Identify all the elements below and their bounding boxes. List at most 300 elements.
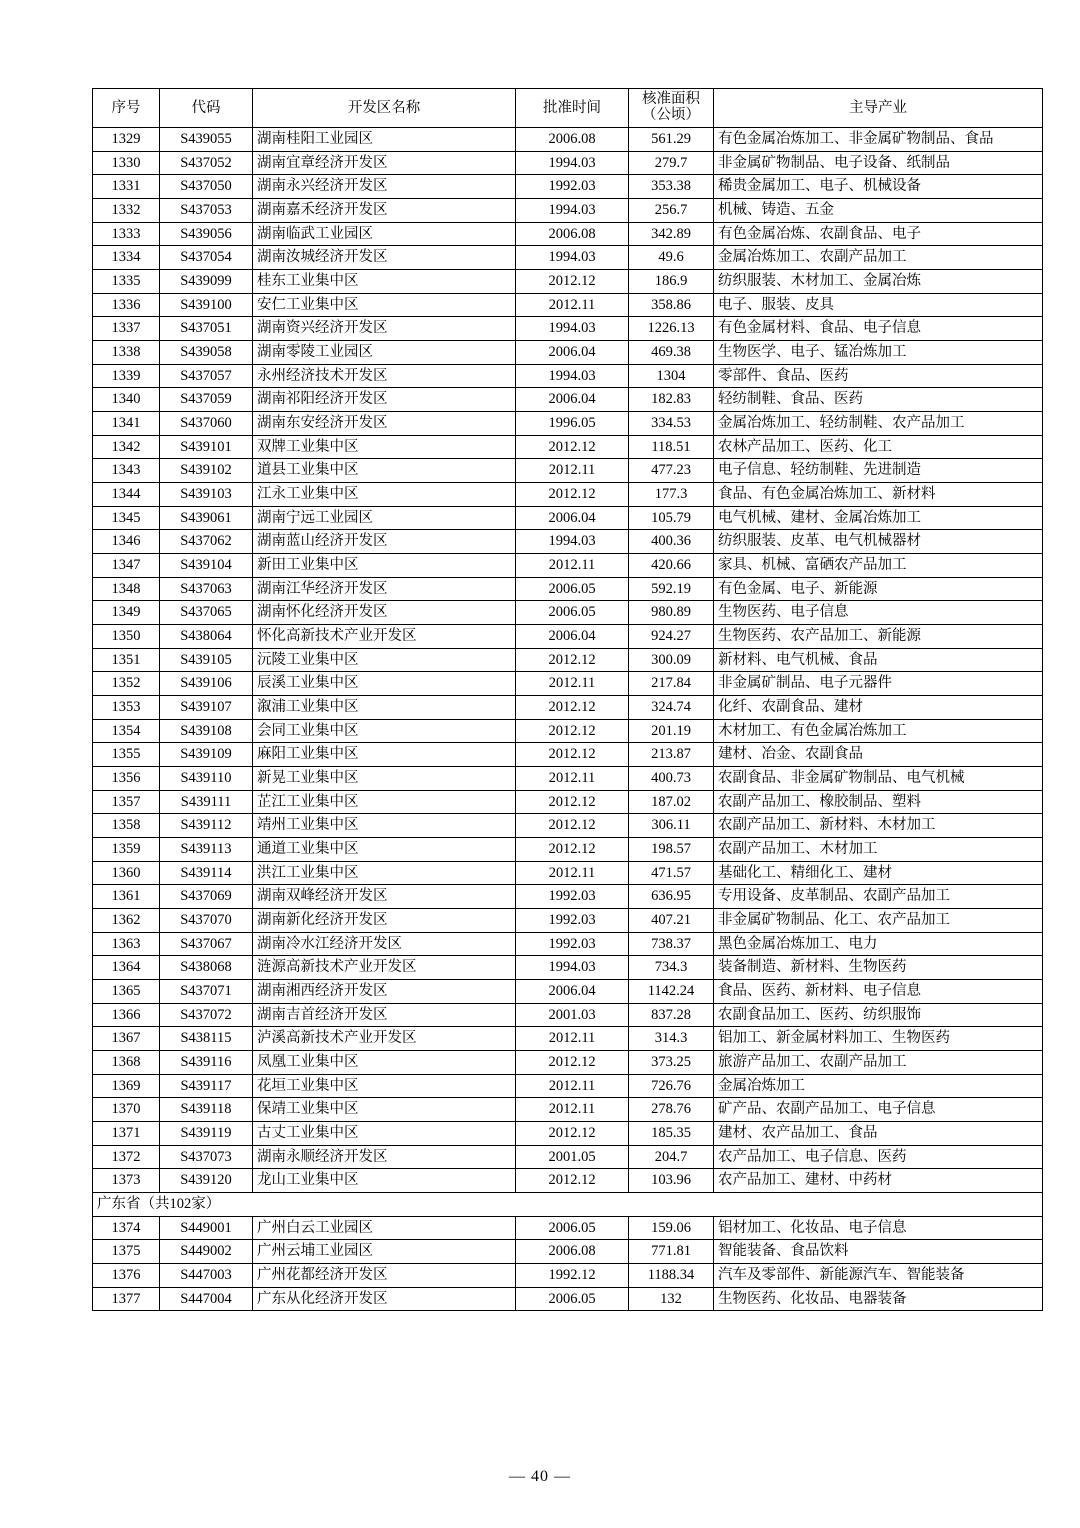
table-row: [93, 719, 1043, 743]
cell-no: 1369: [93, 1074, 160, 1098]
cell-name: 广州花都经济开发区: [253, 1264, 516, 1288]
cell-no: 1339: [93, 364, 160, 388]
table-row: [93, 672, 1043, 696]
cell-date: 2001.05: [516, 1145, 629, 1169]
cell-area: 353.38: [629, 175, 714, 199]
cell-date: 2012.11: [516, 1027, 629, 1051]
cell-area: 636.95: [629, 885, 714, 909]
cell-name: 湖南蓝山经济开发区: [253, 530, 516, 554]
cell-area: 201.19: [629, 719, 714, 743]
cell-code: S437065: [160, 601, 253, 625]
cell-date: 2012.11: [516, 672, 629, 696]
cell-area: 407.21: [629, 909, 714, 933]
cell-name: 龙山工业集中区: [253, 1169, 516, 1193]
cell-date: 2012.11: [516, 1098, 629, 1122]
cell-no: 1371: [93, 1122, 160, 1146]
cell-industry: 金属冶炼加工、农副产品加工: [714, 246, 1043, 270]
cell-name: 泸溪高新技术产业开发区: [253, 1027, 516, 1051]
cell-no: 1361: [93, 885, 160, 909]
cell-code: S437052: [160, 151, 253, 175]
cell-no: 1376: [93, 1264, 160, 1288]
cell-no: 1338: [93, 340, 160, 364]
table-row: [93, 861, 1043, 885]
cell-code: S449002: [160, 1240, 253, 1264]
cell-area: 118.51: [629, 435, 714, 459]
cell-area: 738.37: [629, 932, 714, 956]
cell-code: S438068: [160, 956, 253, 980]
cell-no: 1342: [93, 435, 160, 459]
cell-industry: 化纤、农副食品、建材: [714, 696, 1043, 720]
cell-name: 湖南冷水江经济开发区: [253, 932, 516, 956]
cell-industry: 食品、有色金属冶炼加工、新材料: [714, 482, 1043, 506]
cell-industry: 农副产品加工、木材加工: [714, 838, 1043, 862]
cell-no: 1343: [93, 459, 160, 483]
cell-code: S439117: [160, 1074, 253, 1098]
cell-name: 江永工业集中区: [253, 482, 516, 506]
cell-area: 279.7: [629, 151, 714, 175]
cell-area: 771.81: [629, 1240, 714, 1264]
table-header-row: [93, 89, 1043, 128]
cell-industry: 非金属矿物制品、化工、农产品加工: [714, 909, 1043, 933]
cell-name: 麻阳工业集中区: [253, 743, 516, 767]
table-row: [93, 1145, 1043, 1169]
cell-area: 477.23: [629, 459, 714, 483]
cell-industry: 生物医药、电子信息: [714, 601, 1043, 625]
cell-code: S439114: [160, 861, 253, 885]
table-row: [93, 317, 1043, 341]
cell-date: 2012.12: [516, 269, 629, 293]
cell-date: 2006.05: [516, 1216, 629, 1240]
cell-industry: 农副产品加工、橡胶制品、塑料: [714, 790, 1043, 814]
table-section-row: [93, 1193, 1043, 1217]
cell-no: 1349: [93, 601, 160, 625]
cell-date: 2006.04: [516, 388, 629, 412]
cell-date: 2012.12: [516, 696, 629, 720]
cell-no: 1341: [93, 411, 160, 435]
cell-code: S437073: [160, 1145, 253, 1169]
cell-industry: 农副食品、非金属矿物制品、电气机械: [714, 767, 1043, 791]
development-zone-table: [92, 88, 1043, 1311]
cell-code: S437069: [160, 885, 253, 909]
table-row: [93, 1051, 1043, 1075]
cell-industry: 电气机械、建材、金属冶炼加工: [714, 506, 1043, 530]
table-row: [93, 767, 1043, 791]
cell-code: S437070: [160, 909, 253, 933]
cell-no: 1362: [93, 909, 160, 933]
cell-name: 桂东工业集中区: [253, 269, 516, 293]
cell-date: 1994.03: [516, 317, 629, 341]
cell-date: 2012.12: [516, 838, 629, 862]
cell-industry: 木材加工、有色金属冶炼加工: [714, 719, 1043, 743]
cell-no: 1356: [93, 767, 160, 791]
column-header-no: 序号: [93, 89, 160, 128]
cell-name: 通道工业集中区: [253, 838, 516, 862]
cell-code: S438064: [160, 624, 253, 648]
cell-date: 1994.03: [516, 364, 629, 388]
cell-area: 734.3: [629, 956, 714, 980]
cell-industry: 非金属矿制品、电子元器件: [714, 672, 1043, 696]
cell-name: 广州白云工业园区: [253, 1216, 516, 1240]
cell-name: 湖南宜章经济开发区: [253, 151, 516, 175]
cell-code: S439061: [160, 506, 253, 530]
table-row: [93, 364, 1043, 388]
cell-code: S437072: [160, 1003, 253, 1027]
table-row: [93, 932, 1043, 956]
table-row: [93, 885, 1043, 909]
table-row: [93, 1264, 1043, 1288]
cell-date: 2006.08: [516, 127, 629, 151]
cell-industry: 农产品加工、建材、中药材: [714, 1169, 1043, 1193]
cell-industry: 农副产品加工、新材料、木材加工: [714, 814, 1043, 838]
cell-name: 会同工业集中区: [253, 719, 516, 743]
cell-date: 2012.12: [516, 1122, 629, 1146]
table-row: [93, 1287, 1043, 1311]
cell-code: S439120: [160, 1169, 253, 1193]
cell-no: 1329: [93, 127, 160, 151]
table-row: [93, 1098, 1043, 1122]
cell-code: S447003: [160, 1264, 253, 1288]
table-row: [93, 648, 1043, 672]
cell-name: 湖南新化经济开发区: [253, 909, 516, 933]
table-row: [93, 269, 1043, 293]
cell-code: S439100: [160, 293, 253, 317]
table-row: [93, 411, 1043, 435]
cell-code: S437053: [160, 198, 253, 222]
cell-date: 2006.08: [516, 222, 629, 246]
cell-code: S437067: [160, 932, 253, 956]
cell-area: 1142.24: [629, 980, 714, 1004]
cell-date: 2012.12: [516, 435, 629, 459]
cell-code: S439107: [160, 696, 253, 720]
cell-no: 1337: [93, 317, 160, 341]
column-header-area-line1: 核准面积: [642, 91, 700, 107]
cell-code: S439113: [160, 838, 253, 862]
table-row: [93, 246, 1043, 270]
cell-industry: 旅游产品加工、农副产品加工: [714, 1051, 1043, 1075]
table-row: [93, 1122, 1043, 1146]
cell-no: 1348: [93, 577, 160, 601]
cell-no: 1364: [93, 956, 160, 980]
cell-area: 177.3: [629, 482, 714, 506]
cell-name: 新田工业集中区: [253, 553, 516, 577]
table-row: [93, 293, 1043, 317]
cell-industry: 稀贵金属加工、电子、机械设备: [714, 175, 1043, 199]
cell-code: S439056: [160, 222, 253, 246]
cell-date: 2012.12: [516, 814, 629, 838]
cell-industry: 纺织服装、皮革、电气机械器材: [714, 530, 1043, 554]
cell-industry: 生物医药、化妆品、电器装备: [714, 1287, 1043, 1311]
cell-no: 1368: [93, 1051, 160, 1075]
cell-area: 204.7: [629, 1145, 714, 1169]
cell-name: 溆浦工业集中区: [253, 696, 516, 720]
cell-area: 469.38: [629, 340, 714, 364]
cell-code: S439101: [160, 435, 253, 459]
table-row: [93, 151, 1043, 175]
cell-no: 1353: [93, 696, 160, 720]
cell-industry: 农产品加工、电子信息、医药: [714, 1145, 1043, 1169]
cell-industry: 生物医学、电子、锰冶炼加工: [714, 340, 1043, 364]
table-row: [93, 624, 1043, 648]
cell-industry: 装备制造、新材料、生物医药: [714, 956, 1043, 980]
cell-industry: 有色金属冶炼加工、非金属矿物制品、食品: [714, 127, 1043, 151]
cell-area: 358.86: [629, 293, 714, 317]
cell-name: 湖南江华经济开发区: [253, 577, 516, 601]
column-header-industry: 主导产业: [714, 89, 1043, 128]
cell-code: S437071: [160, 980, 253, 1004]
cell-code: S439105: [160, 648, 253, 672]
cell-no: 1373: [93, 1169, 160, 1193]
cell-area: 726.76: [629, 1074, 714, 1098]
table-body: [93, 127, 1043, 1311]
cell-no: 1332: [93, 198, 160, 222]
cell-date: 1992.03: [516, 932, 629, 956]
cell-area: 373.25: [629, 1051, 714, 1075]
cell-name: 凤凰工业集中区: [253, 1051, 516, 1075]
cell-code: S437059: [160, 388, 253, 412]
cell-date: 2012.11: [516, 553, 629, 577]
cell-name: 湖南桂阳工业园区: [253, 127, 516, 151]
cell-industry: 新材料、电气机械、食品: [714, 648, 1043, 672]
cell-date: 2012.12: [516, 648, 629, 672]
cell-code: S437050: [160, 175, 253, 199]
cell-date: 2006.05: [516, 577, 629, 601]
cell-date: 2012.11: [516, 1074, 629, 1098]
table-row: [93, 482, 1043, 506]
cell-area: 471.57: [629, 861, 714, 885]
cell-date: 2012.11: [516, 767, 629, 791]
cell-area: 182.83: [629, 388, 714, 412]
table-row: [93, 601, 1043, 625]
table-row: [93, 1074, 1043, 1098]
cell-industry: 农林产品加工、医药、化工: [714, 435, 1043, 459]
cell-industry: 食品、医药、新材料、电子信息: [714, 980, 1043, 1004]
cell-industry: 生物医药、农产品加工、新能源: [714, 624, 1043, 648]
cell-no: 1366: [93, 1003, 160, 1027]
cell-no: 1345: [93, 506, 160, 530]
cell-no: 1372: [93, 1145, 160, 1169]
table-row: [93, 838, 1043, 862]
cell-area: 1226.13: [629, 317, 714, 341]
cell-name: 道县工业集中区: [253, 459, 516, 483]
cell-name: 古丈工业集中区: [253, 1122, 516, 1146]
table-header: [93, 89, 1043, 128]
cell-code: S439106: [160, 672, 253, 696]
cell-date: 2006.04: [516, 340, 629, 364]
table-row: [93, 956, 1043, 980]
cell-date: 2001.03: [516, 1003, 629, 1027]
cell-date: 1992.03: [516, 885, 629, 909]
cell-name: 湖南嘉禾经济开发区: [253, 198, 516, 222]
column-header-code: 代码: [160, 89, 253, 128]
cell-area: 306.11: [629, 814, 714, 838]
cell-no: 1331: [93, 175, 160, 199]
cell-no: 1334: [93, 246, 160, 270]
cell-area: 314.3: [629, 1027, 714, 1051]
table-row: [93, 577, 1043, 601]
table-row: [93, 909, 1043, 933]
cell-date: 2012.12: [516, 790, 629, 814]
cell-industry: 零部件、食品、医药: [714, 364, 1043, 388]
column-header-name: 开发区名称: [253, 89, 516, 128]
cell-industry: 建材、农产品加工、食品: [714, 1122, 1043, 1146]
cell-no: 1358: [93, 814, 160, 838]
table-row: [93, 340, 1043, 364]
table-row: [93, 1240, 1043, 1264]
cell-code: S437062: [160, 530, 253, 554]
cell-area: 159.06: [629, 1216, 714, 1240]
cell-area: 187.02: [629, 790, 714, 814]
cell-date: 1994.03: [516, 530, 629, 554]
column-header-date: 批准时间: [516, 89, 629, 128]
cell-name: 湖南零陵工业园区: [253, 340, 516, 364]
cell-date: 2012.12: [516, 719, 629, 743]
table-row: [93, 1027, 1043, 1051]
cell-date: 2012.12: [516, 1051, 629, 1075]
cell-name: 湖南吉首经济开发区: [253, 1003, 516, 1027]
cell-name: 洪江工业集中区: [253, 861, 516, 885]
cell-code: S439055: [160, 127, 253, 151]
table-row: [93, 814, 1043, 838]
cell-name: 广州云埔工业园区: [253, 1240, 516, 1264]
cell-area: 1188.34: [629, 1264, 714, 1288]
cell-code: S439119: [160, 1122, 253, 1146]
cell-date: 1992.03: [516, 909, 629, 933]
cell-area: 105.79: [629, 506, 714, 530]
cell-industry: 金属冶炼加工: [714, 1074, 1043, 1098]
cell-industry: 铝材加工、化妆品、电子信息: [714, 1216, 1043, 1240]
cell-name: 湖南祁阳经济开发区: [253, 388, 516, 412]
cell-date: 2012.12: [516, 1169, 629, 1193]
cell-area: 186.9: [629, 269, 714, 293]
cell-no: 1352: [93, 672, 160, 696]
cell-date: 2006.04: [516, 624, 629, 648]
cell-name: 湖南永顺经济开发区: [253, 1145, 516, 1169]
cell-code: S439109: [160, 743, 253, 767]
cell-area: 256.7: [629, 198, 714, 222]
cell-name: 怀化高新技术产业开发区: [253, 624, 516, 648]
cell-date: 2012.12: [516, 743, 629, 767]
cell-code: S439103: [160, 482, 253, 506]
cell-name: 永州经济技术开发区: [253, 364, 516, 388]
table-row: [93, 198, 1043, 222]
cell-area: 185.35: [629, 1122, 714, 1146]
cell-industry: 基础化工、精细化工、建材: [714, 861, 1043, 885]
table-row: [93, 175, 1043, 199]
cell-name: 湖南东安经济开发区: [253, 411, 516, 435]
cell-industry: 黑色金属冶炼加工、电力: [714, 932, 1043, 956]
cell-name: 广东从化经济开发区: [253, 1287, 516, 1311]
cell-no: 1355: [93, 743, 160, 767]
cell-date: 1994.03: [516, 198, 629, 222]
table-row: [93, 506, 1043, 530]
cell-date: 1994.03: [516, 151, 629, 175]
cell-no: 1330: [93, 151, 160, 175]
cell-date: 2012.11: [516, 459, 629, 483]
cell-area: 217.84: [629, 672, 714, 696]
table-row: [93, 388, 1043, 412]
table-row: [93, 1003, 1043, 1027]
cell-industry: 汽车及零部件、新能源汽车、智能装备: [714, 1264, 1043, 1288]
cell-name: 安仁工业集中区: [253, 293, 516, 317]
cell-area: 49.6: [629, 246, 714, 270]
cell-code: S439104: [160, 553, 253, 577]
cell-industry: 有色金属、电子、新能源: [714, 577, 1043, 601]
cell-no: 1333: [93, 222, 160, 246]
section-title: 广东省（共102家）: [93, 1193, 1043, 1217]
cell-industry: 机械、铸造、五金: [714, 198, 1043, 222]
cell-code: S437060: [160, 411, 253, 435]
cell-area: 400.73: [629, 767, 714, 791]
cell-name: 靖州工业集中区: [253, 814, 516, 838]
cell-code: S439118: [160, 1098, 253, 1122]
cell-industry: 有色金属冶炼、农副食品、电子: [714, 222, 1043, 246]
cell-date: 2006.08: [516, 1240, 629, 1264]
cell-code: S439099: [160, 269, 253, 293]
cell-date: 1994.03: [516, 246, 629, 270]
cell-area: 300.09: [629, 648, 714, 672]
cell-no: 1346: [93, 530, 160, 554]
cell-no: 1347: [93, 553, 160, 577]
table-row: [93, 743, 1043, 767]
cell-code: S438115: [160, 1027, 253, 1051]
cell-area: 420.66: [629, 553, 714, 577]
cell-no: 1351: [93, 648, 160, 672]
cell-industry: 电子、服装、皮具: [714, 293, 1043, 317]
cell-no: 1360: [93, 861, 160, 885]
cell-no: 1363: [93, 932, 160, 956]
cell-name: 辰溪工业集中区: [253, 672, 516, 696]
cell-no: 1344: [93, 482, 160, 506]
cell-no: 1357: [93, 790, 160, 814]
cell-area: 103.96: [629, 1169, 714, 1193]
cell-area: 278.76: [629, 1098, 714, 1122]
cell-industry: 金属冶炼加工、轻纺制鞋、农产品加工: [714, 411, 1043, 435]
cell-area: 924.27: [629, 624, 714, 648]
table-row: [93, 1216, 1043, 1240]
table-row: [93, 459, 1043, 483]
cell-code: S437063: [160, 577, 253, 601]
cell-code: S449001: [160, 1216, 253, 1240]
table-row: [93, 222, 1043, 246]
cell-industry: 电子信息、轻纺制鞋、先进制造: [714, 459, 1043, 483]
cell-date: 1994.03: [516, 956, 629, 980]
cell-date: 2012.12: [516, 482, 629, 506]
cell-no: 1370: [93, 1098, 160, 1122]
table-row: [93, 127, 1043, 151]
cell-area: 1304: [629, 364, 714, 388]
cell-name: 双牌工业集中区: [253, 435, 516, 459]
cell-name: 芷江工业集中区: [253, 790, 516, 814]
cell-name: 湖南资兴经济开发区: [253, 317, 516, 341]
cell-area: 561.29: [629, 127, 714, 151]
cell-no: 1375: [93, 1240, 160, 1264]
cell-code: S439058: [160, 340, 253, 364]
cell-code: S439112: [160, 814, 253, 838]
cell-industry: 有色金属材料、食品、电子信息: [714, 317, 1043, 341]
cell-date: 1992.12: [516, 1264, 629, 1288]
cell-code: S439111: [160, 790, 253, 814]
cell-code: S437057: [160, 364, 253, 388]
table-row: [93, 790, 1043, 814]
cell-industry: 轻纺制鞋、食品、医药: [714, 388, 1043, 412]
table-row: [93, 435, 1043, 459]
cell-no: 1365: [93, 980, 160, 1004]
cell-name: 湖南湘西经济开发区: [253, 980, 516, 1004]
cell-name: 涟源高新技术产业开发区: [253, 956, 516, 980]
cell-no: 1350: [93, 624, 160, 648]
cell-area: 592.19: [629, 577, 714, 601]
cell-industry: 铝加工、新金属材料加工、生物医药: [714, 1027, 1043, 1051]
